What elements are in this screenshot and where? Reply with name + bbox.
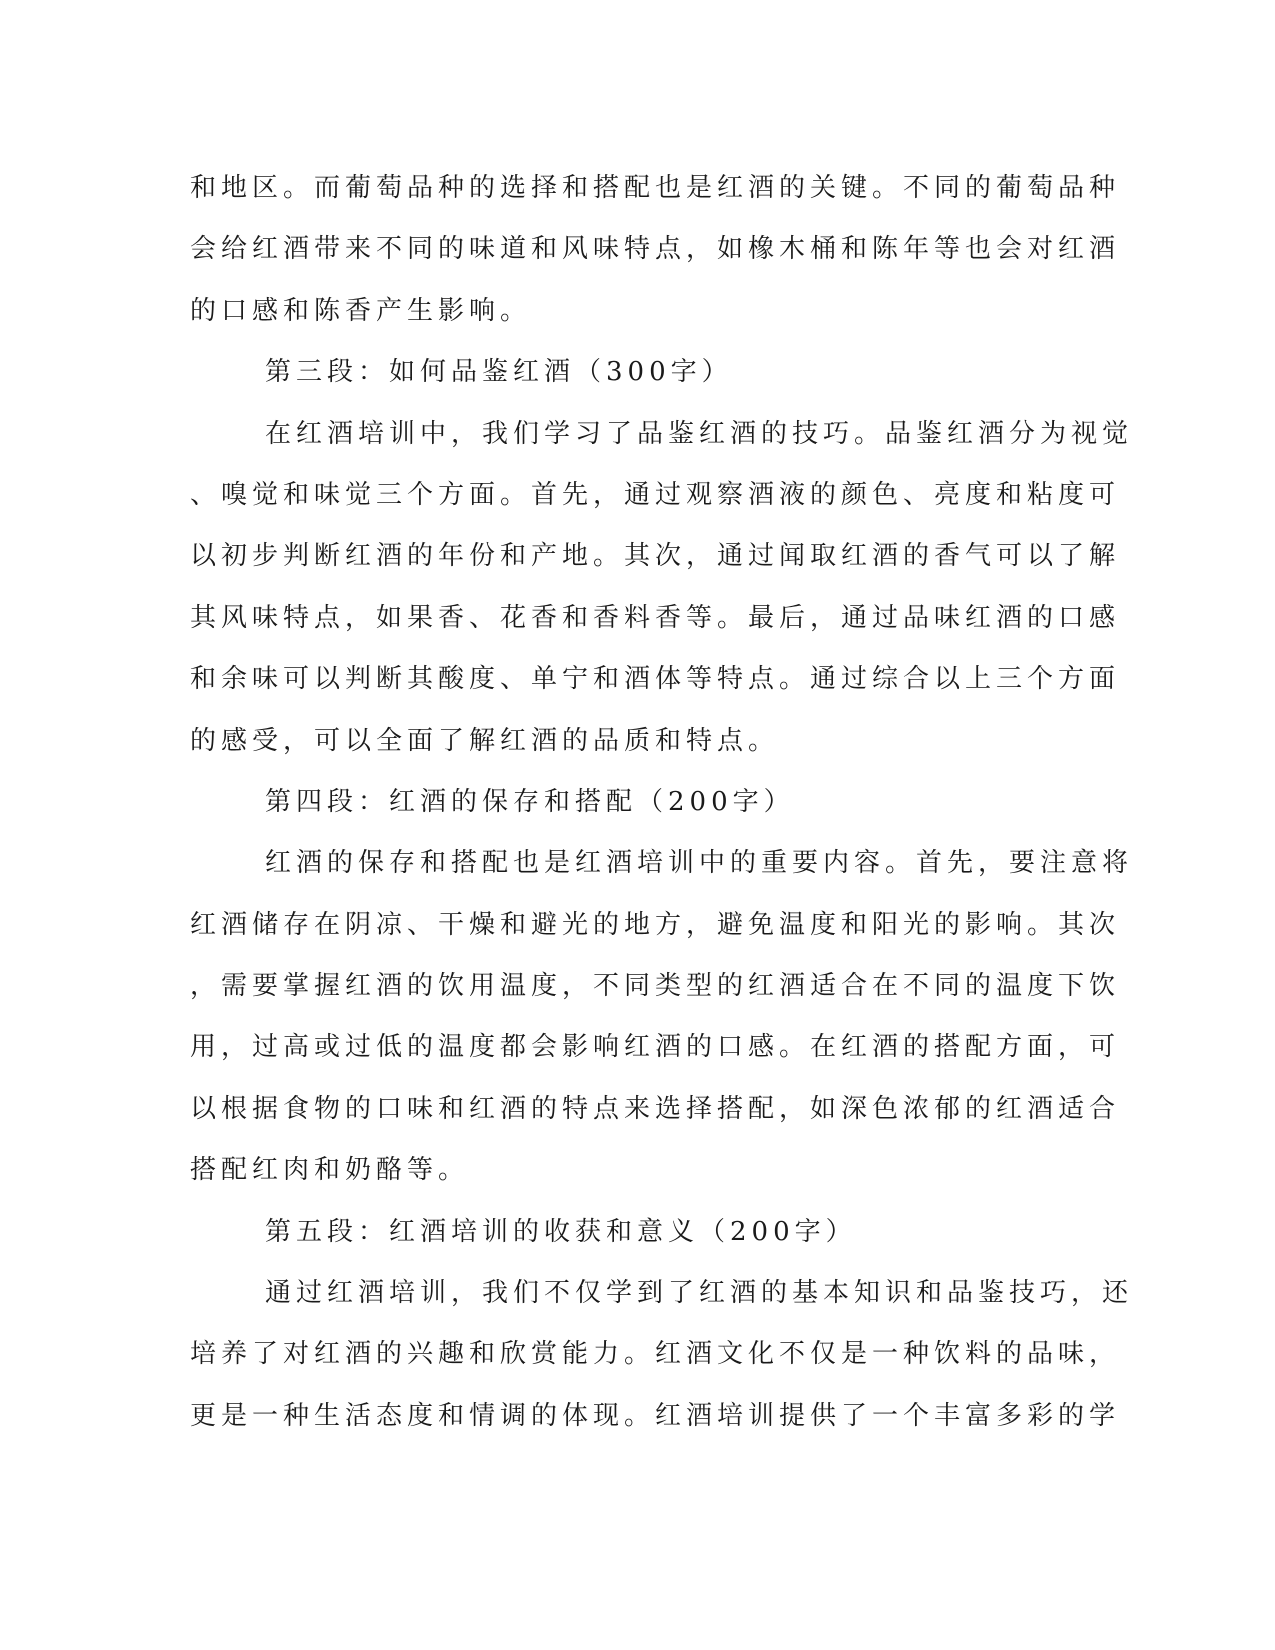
section-heading-5: 第五段：红酒培训的收获和意义（200字） [265, 1216, 857, 1247]
text-line: 搭配红肉和奶酪等。 [190, 1155, 470, 1186]
section-heading-4: 第四段：红酒的保存和搭配（200字） [265, 786, 795, 817]
text-line: 的口感和陈香产生影响。 [190, 295, 532, 326]
text-line: 以根据食物的口味和红酒的特点来选择搭配，如深色浓郁的红酒适合 [190, 1093, 1121, 1124]
text-line: 、嗅觉和味觉三个方面。首先，通过观察酒液的颜色、亮度和粘度可 [190, 479, 1121, 510]
section-heading-3: 第三段：如何品鉴红酒（300字） [265, 357, 733, 388]
text-line: 更是一种生活态度和情调的体现。红酒培训提供了一个丰富多彩的学 [190, 1400, 1121, 1431]
text-line: 的感受，可以全面了解红酒的品质和特点。 [190, 725, 780, 756]
text-line: 用，过高或过低的温度都会影响红酒的口感。在红酒的搭配方面，可 [190, 1032, 1121, 1063]
text-line: 其风味特点，如果香、花香和香料香等。最后，通过品味红酒的口感 [190, 602, 1121, 633]
document-body [190, 158, 1134, 1447]
text-line: 通过红酒培训，我们不仅学到了红酒的基本知识和品鉴技巧，还 [265, 1278, 1134, 1309]
text-line: 以初步判断红酒的年份和产地。其次，通过闻取红酒的香气可以了解 [190, 541, 1121, 572]
text-line: 红酒储存在阴凉、干燥和避光的地方，避免温度和阳光的影响。其次 [190, 909, 1121, 940]
text-line: 和地区。而葡萄品种的选择和搭配也是红酒的关键。不同的葡萄品种 [190, 173, 1121, 203]
text-line: 在红酒培训中，我们学习了品鉴红酒的技巧。品鉴红酒分为视觉 [265, 418, 1134, 449]
text-line: 红酒的保存和搭配也是红酒培训中的重要内容。首先，要注意将 [265, 848, 1134, 879]
text-line: 会给红酒带来不同的味道和风味特点，如橡木桶和陈年等也会对红酒 [190, 234, 1121, 265]
text-line: 和余味可以判断其酸度、单宁和酒体等特点。通过综合以上三个方面 [190, 664, 1121, 695]
text-line: ，需要掌握红酒的饮用温度，不同类型的红酒适合在不同的温度下饮 [190, 971, 1121, 1002]
text-line: 培养了对红酒的兴趣和欣赏能力。红酒文化不仅是一种饮料的品味， [190, 1339, 1121, 1370]
